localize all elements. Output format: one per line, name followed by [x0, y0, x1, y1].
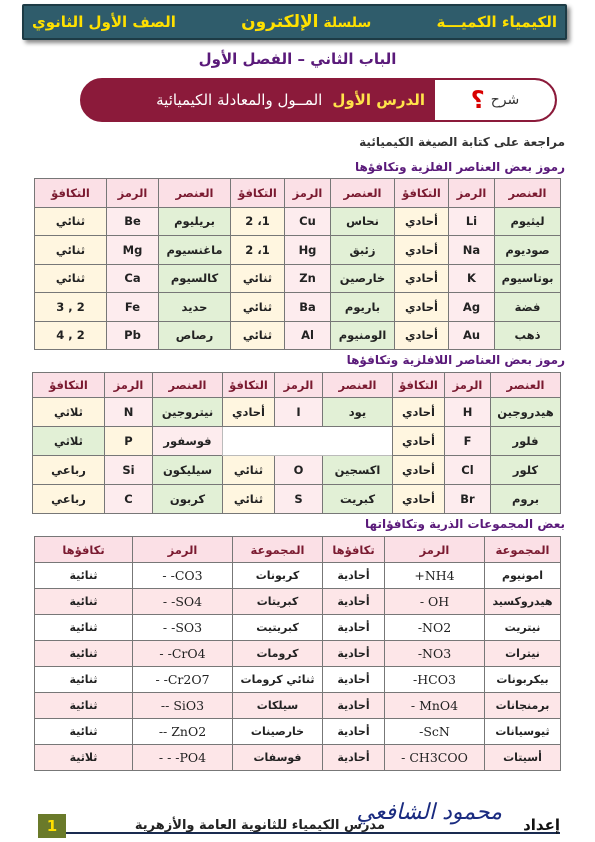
- table-cell: صوديوم: [495, 236, 561, 265]
- table-cell: أحادي: [223, 398, 275, 427]
- table-row: [33, 398, 561, 427]
- column-header: التكافؤ: [223, 373, 275, 398]
- table-cell: برمنجانات: [485, 693, 561, 719]
- lesson-title: المــول والمعادلة الكيميائية: [156, 91, 323, 109]
- column-header: العنصر: [495, 179, 561, 208]
- table-cell: Au: [449, 321, 495, 350]
- table-cell: امونيوم: [485, 563, 561, 589]
- table-cell: C: [105, 485, 153, 514]
- table-cell: SO4- -: [133, 589, 233, 615]
- table-cell: أحادي: [395, 293, 449, 322]
- table-cell: ثنائي: [35, 236, 107, 265]
- column-header: التكافؤ: [33, 373, 105, 398]
- table-cell: كبريتيت: [233, 615, 323, 641]
- table-cell: Pb: [107, 321, 159, 350]
- table-cell: أحادية: [323, 615, 385, 641]
- lesson-banner: [80, 78, 557, 122]
- table-cell: Hg: [285, 236, 331, 265]
- table-cell: باريوم: [331, 293, 395, 322]
- table-cell: N: [105, 398, 153, 427]
- groups-table: [34, 536, 561, 771]
- table-row: [35, 236, 561, 265]
- author-signature: محمود الشافعي: [356, 800, 502, 825]
- table-cell: ثنائية: [35, 615, 133, 641]
- table-row: [35, 693, 561, 719]
- column-header: المجموعة: [233, 537, 323, 563]
- table-cell: نحاس: [331, 207, 395, 236]
- nonmetals-table: [32, 372, 561, 514]
- table-cell: أحادية: [323, 589, 385, 615]
- table-cell: ماغنسيوم: [159, 236, 231, 265]
- table-cell: أحادية: [323, 693, 385, 719]
- table-cell: SiO3 --: [133, 693, 233, 719]
- table-cell: ثنائية: [35, 641, 133, 667]
- table-cell: يود: [323, 398, 393, 427]
- table-cell: اكسجين: [323, 456, 393, 485]
- table-cell: رباعي: [33, 485, 105, 514]
- table-cell: أحادي: [395, 207, 449, 236]
- table-cell: Zn: [285, 264, 331, 293]
- table-cell: أحادي: [393, 456, 445, 485]
- table-cell: ذهب: [495, 321, 561, 350]
- table-row: [35, 321, 561, 350]
- table-cell: كبريت: [323, 485, 393, 514]
- table-cell: Cu: [285, 207, 331, 236]
- table-cell: بوتاسيوم: [495, 264, 561, 293]
- table-cell: أحادي: [395, 236, 449, 265]
- header-grade: الصف الأول الثانوي: [32, 13, 176, 31]
- question-mark: ؟: [470, 86, 485, 114]
- table-cell: فوسفات: [233, 745, 323, 771]
- table-cell: كرومات: [233, 641, 323, 667]
- table-cell: هيدروكسيد: [485, 589, 561, 615]
- table-cell: فلور: [491, 427, 561, 456]
- column-header: الرمز: [107, 179, 159, 208]
- table-cell: CrO4- -: [133, 641, 233, 667]
- header-subject: الكيمياء الكميـــة: [436, 13, 557, 31]
- lesson-title-box: [156, 80, 435, 120]
- table-cell: رباعي: [33, 456, 105, 485]
- header-series: [241, 12, 371, 32]
- table-cell: Li: [449, 207, 495, 236]
- table-cell: كربون: [153, 485, 223, 514]
- column-header: التكافؤ: [395, 179, 449, 208]
- column-header: الرمز: [449, 179, 495, 208]
- table-cell: ثنائية: [35, 719, 133, 745]
- table-cell: خارصينات: [233, 719, 323, 745]
- table-cell: كالسيوم: [159, 264, 231, 293]
- table-cell: Ba: [285, 293, 331, 322]
- table-cell: أحادية: [323, 641, 385, 667]
- table-cell: خارصين: [331, 264, 395, 293]
- table-row: [35, 615, 561, 641]
- column-header: التكافؤ: [35, 179, 107, 208]
- table-cell: ثنائي: [223, 485, 275, 514]
- table-row: [33, 456, 561, 485]
- column-header: العنصر: [331, 179, 395, 208]
- table-cell: K: [449, 264, 495, 293]
- table-cell: Be: [107, 207, 159, 236]
- table-cell: أحادي: [395, 321, 449, 350]
- page-number: 1: [38, 814, 66, 838]
- table-cell: Ag: [449, 293, 495, 322]
- column-header: الرمز: [275, 373, 323, 398]
- table-cell: Al: [285, 321, 331, 350]
- table-cell: نيتروجين: [153, 398, 223, 427]
- table-cell: SO3- -: [133, 615, 233, 641]
- table-cell: ثنائي: [35, 264, 107, 293]
- column-header: تكافؤها: [323, 537, 385, 563]
- table-row: [33, 427, 561, 456]
- explain-box: [435, 80, 555, 120]
- table-cell: CH3COO -: [385, 745, 485, 771]
- column-header: الرمز: [133, 537, 233, 563]
- table-cell: ScN-: [385, 719, 485, 745]
- table-cell: بروم: [491, 485, 561, 514]
- table-cell: أحادي: [393, 398, 445, 427]
- table-cell: MnO4 -: [385, 693, 485, 719]
- column-header: العنصر: [153, 373, 223, 398]
- table-cell: P: [105, 427, 153, 456]
- table-cell: Cl: [445, 456, 491, 485]
- table-cell: سيليكون: [153, 456, 223, 485]
- table-row: [35, 264, 561, 293]
- table-cell: سيلكات: [233, 693, 323, 719]
- table-cell: ثلاثي: [33, 398, 105, 427]
- empty-cell: [223, 427, 393, 456]
- table-cell: كبريتات: [233, 589, 323, 615]
- table-cell: نيتريت: [485, 615, 561, 641]
- table-row: [35, 667, 561, 693]
- table-cell: حديد: [159, 293, 231, 322]
- table-cell: زئبق: [331, 236, 395, 265]
- table-cell: F: [445, 427, 491, 456]
- table-cell: ثنائية: [35, 667, 133, 693]
- header-banner: [22, 4, 567, 40]
- section-title: مراجعة على كتابة الصيغة الكيميائية: [359, 135, 565, 149]
- table-cell: Fe: [107, 293, 159, 322]
- table-cell: نيترات: [485, 641, 561, 667]
- table-cell: رصاص: [159, 321, 231, 350]
- table-cell: NO2-: [385, 615, 485, 641]
- table-cell: فوسفور: [153, 427, 223, 456]
- column-header: العنصر: [323, 373, 393, 398]
- table-cell: ثنائي: [35, 207, 107, 236]
- table-cell: بيكربونات: [485, 667, 561, 693]
- explain-label: شرح: [490, 92, 520, 108]
- table-cell: ثنائية: [35, 589, 133, 615]
- table-cell: أحادية: [323, 719, 385, 745]
- nonmetals-title: رموز بعض العناصر اللافلزية وتكافؤها: [346, 353, 565, 367]
- table-cell: O: [275, 456, 323, 485]
- table-cell: ليثيوم: [495, 207, 561, 236]
- table-row: [35, 207, 561, 236]
- table-row: [35, 641, 561, 667]
- table-cell: 1، 2: [231, 207, 285, 236]
- table-cell: ثنائية: [35, 693, 133, 719]
- column-header: الرمز: [105, 373, 153, 398]
- table-cell: أحادية: [323, 563, 385, 589]
- table-row: [35, 745, 561, 771]
- table-cell: Na: [449, 236, 495, 265]
- table-cell: ثنائي كرومات: [233, 667, 323, 693]
- column-header: المجموعة: [485, 537, 561, 563]
- table-cell: فضة: [495, 293, 561, 322]
- table-cell: ثيوسيانات: [485, 719, 561, 745]
- lesson-number: الدرس الأول: [332, 91, 425, 109]
- table-cell: ثنائي: [231, 264, 285, 293]
- table-cell: ثنائي: [231, 321, 285, 350]
- table-cell: H: [445, 398, 491, 427]
- table-row: [35, 719, 561, 745]
- table-cell: ثلاثية: [35, 745, 133, 771]
- prepared-by: إعداد: [523, 816, 560, 834]
- table-cell: هيدروجين: [491, 398, 561, 427]
- column-header: الرمز: [285, 179, 331, 208]
- table-cell: 2 , 3: [35, 293, 107, 322]
- column-header: تكافؤها: [35, 537, 133, 563]
- column-header: التكافؤ: [231, 179, 285, 208]
- column-header: الرمز: [445, 373, 491, 398]
- table-cell: كلور: [491, 456, 561, 485]
- column-header: التكافؤ: [393, 373, 445, 398]
- groups-title: بعض المجموعات الذرية وتكافؤاتها: [365, 517, 565, 531]
- table-cell: ZnO2 --: [133, 719, 233, 745]
- column-header: الرمز: [385, 537, 485, 563]
- footer: [38, 802, 560, 840]
- table-cell: I: [275, 398, 323, 427]
- table-cell: بريليوم: [159, 207, 231, 236]
- table-cell: HCO3-: [385, 667, 485, 693]
- table-cell: الومنيوم: [331, 321, 395, 350]
- table-cell: NH4+: [385, 563, 485, 589]
- table-cell: ثنائي: [223, 456, 275, 485]
- table-cell: Mg: [107, 236, 159, 265]
- table-cell: 1، 2: [231, 236, 285, 265]
- table-cell: كربونات: [233, 563, 323, 589]
- table-cell: OH -: [385, 589, 485, 615]
- table-row: [35, 589, 561, 615]
- table-cell: أحادي: [395, 264, 449, 293]
- table-cell: NO3-: [385, 641, 485, 667]
- table-cell: أحادية: [323, 667, 385, 693]
- chapter-title: الباب الثاني – الفصل الأول: [198, 50, 397, 68]
- column-header: العنصر: [159, 179, 231, 208]
- series-prefix: سلسلة: [323, 15, 372, 31]
- series-name: الإلكترون: [241, 12, 319, 32]
- table-row: [33, 485, 561, 514]
- metals-table: [34, 178, 561, 350]
- table-cell: ثنائي: [231, 293, 285, 322]
- teacher-title: مدرس الكيمياء للثانوية العامة والأزهرية: [134, 818, 385, 833]
- table-cell: Ca: [107, 264, 159, 293]
- table-cell: ثنائية: [35, 563, 133, 589]
- column-header: العنصر: [491, 373, 561, 398]
- table-cell: PO4- - -: [133, 745, 233, 771]
- table-cell: ثلاثي: [33, 427, 105, 456]
- table-cell: أحادية: [323, 745, 385, 771]
- table-cell: أحادي: [393, 427, 445, 456]
- table-cell: S: [275, 485, 323, 514]
- table-cell: CO3- -: [133, 563, 233, 589]
- table-cell: Br: [445, 485, 491, 514]
- table-row: [35, 293, 561, 322]
- table-cell: Si: [105, 456, 153, 485]
- table-cell: أسيتات: [485, 745, 561, 771]
- table-cell: 2 , 4: [35, 321, 107, 350]
- table-row: [35, 563, 561, 589]
- table-cell: Cr2O7- -: [133, 667, 233, 693]
- table-cell: أحادي: [393, 485, 445, 514]
- metals-title: رموز بعض العناصر الفلزية وتكافؤها: [354, 160, 565, 174]
